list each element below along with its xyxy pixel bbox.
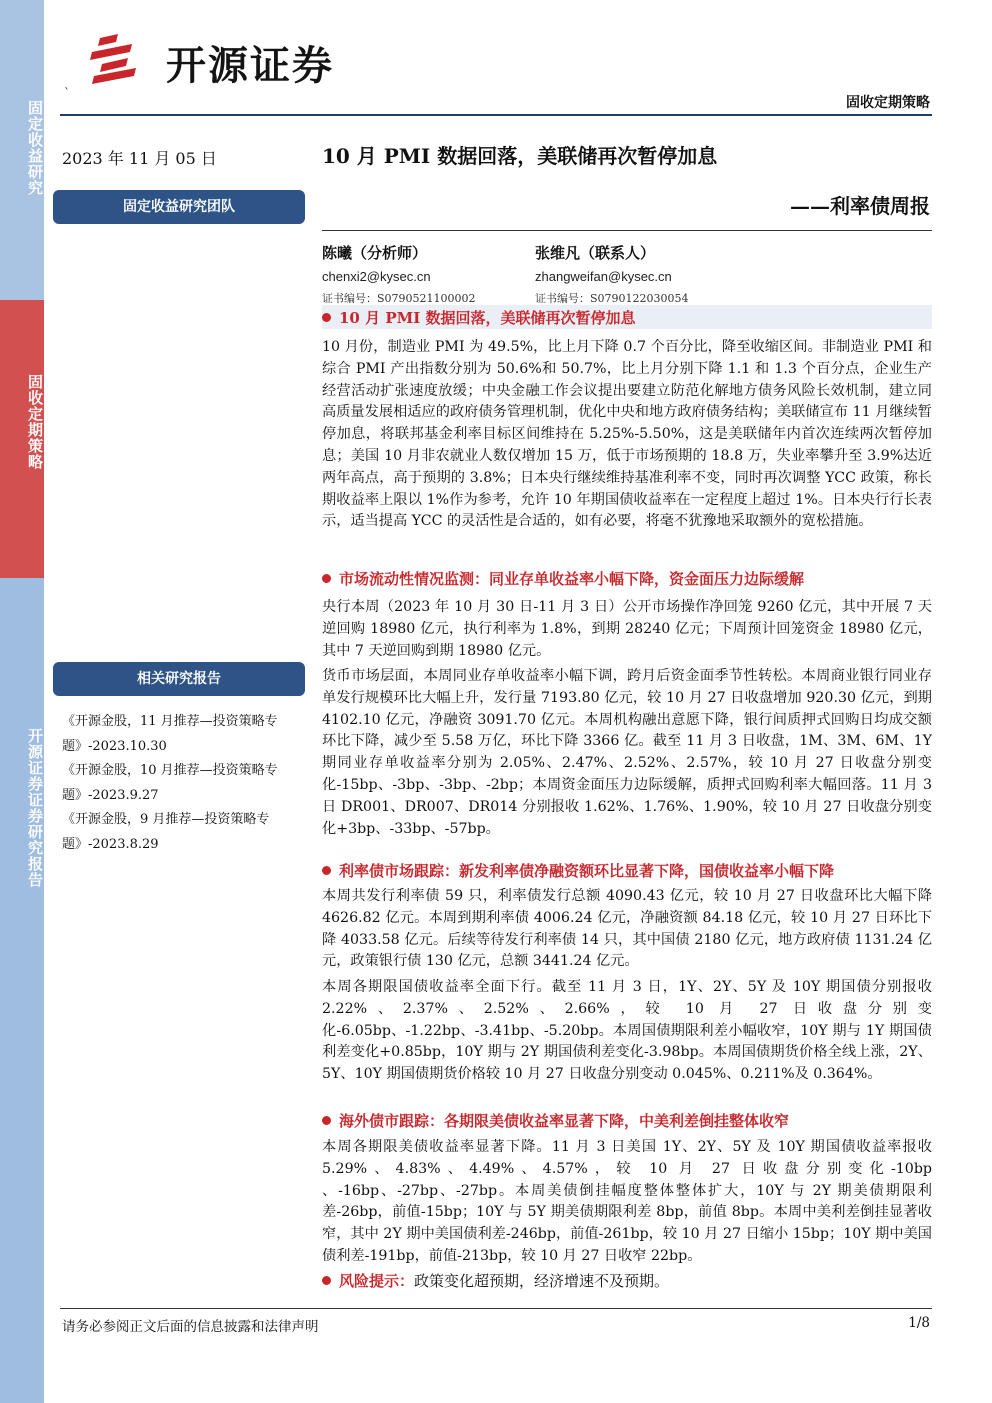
section-paragraph: 10 月份，制造业 PMI 为 49.5%，比上月下降 0.7 个百分比，降至收缩区间。非制造业 PMI 和综合 PMI 产出指数分别为 50.6%和 50.7%，比上月分别下降 1.1 和 1.3 个百分点，企业生产经营活动扩张速度放缓；中央金融工作会议提出要建立防范化解地方债务风险长效机制，建立同高质量发展相适应的政府债务管理机制，优化中央和地方政府债务结构；美联储宣布 11 月继续暂停加息，将联邦基金利率目标区间维持在 5.25%-5.50%，这是美联储年内首次连续两次暂停加息；美国 10 月非农就业人数仅增加 15 万，低于市场预期的 18.8 万，失业率攀升至 3.9%达近两年高点，高于预期的 3.8%；日本央行继续维持基准利率不变，同时再次调整 YCC 政策，称长期收益率上限以 1%作为参考，允许 10 年期国债收益率在一定程度上超过 1%。日本央行行长表示，适当提高 YCC 的灵活性是合适的，如有必要，将毫不犹豫地采取额外的宽松措施。 <box>322 339 932 530</box>
report-subtitle: ——利率债周报 <box>790 194 930 218</box>
related-report-link[interactable]: 《开源金股，9 月推荐—投资策略专题》-2023.8.29 <box>62 812 270 852</box>
section-heading: 海外债市跟踪：各期限美债收益率显著下降，中美利差倒挂整体收窄 <box>322 1110 932 1131</box>
sidebar-band-bottom <box>0 578 44 1403</box>
related-report-link[interactable]: 《开源金股，11 月推荐—投资策略专题》-2023.10.30 <box>62 714 278 754</box>
analyst-name: 陈曦（分析师） <box>322 244 428 262</box>
sidebar-label-bottom: 开源证券证券研究报告 <box>26 728 44 888</box>
section-heading: 市场流动性情况监测：同业存单收益率小幅下降，资金面压力边际缓解 <box>322 568 932 589</box>
report-title: 10 月 PMI 数据回落，美联储再次暂停加息 <box>322 144 718 168</box>
bullet-icon <box>322 1116 331 1125</box>
analyst-email[interactable]: chenxi2@kysec.cn <box>322 269 431 284</box>
header-category: 固收定期策略 <box>846 95 930 111</box>
analyst-cert: 证书编号：S0790521100002 <box>322 292 476 305</box>
header-tick: ` <box>64 86 70 100</box>
analyst-email[interactable]: zhangweifan@kysec.cn <box>535 269 672 284</box>
related-reports-title: 相关研究报告 <box>53 662 305 696</box>
section-heading: 利率债市场跟踪：新发利率债净融资额环比显著下降，国债收益率小幅下降 <box>322 860 932 881</box>
company-logo <box>88 30 378 90</box>
header-divider <box>60 114 932 116</box>
sidebar-label-top: 固定收益研究 <box>26 100 44 196</box>
kysec-logo-icon <box>88 30 158 86</box>
risk-text: 政策变化超预期，经济增速不及预期。 <box>414 1272 670 1290</box>
analyst-card <box>322 242 476 306</box>
risk-label: 风险提示： <box>339 1272 415 1290</box>
analyst-card <box>535 242 689 306</box>
team-label: 固定收益研究团队 <box>53 190 305 224</box>
bullet-icon <box>322 1276 331 1285</box>
report-date: 2023 年 11 月 05 日 <box>62 149 217 168</box>
section-heading: 10 月 PMI 数据回落，美联储再次暂停加息 <box>322 307 932 328</box>
section-paragraph: 本周各期限美债收益率显著下降。11 月 3 日美国 1Y、2Y、5Y 及 10Y 期国债收益率报收 5.29%、4.83%、4.49%、4.57%，较 10 月 27 日收盘分别变化-10bp 、-16bp、-27bp、-27bp。本周美债倒挂幅度整体整体扩大，10Y 与 2Y 期美债期限利差-26bp，前值-15bp；10Y 与 5Y 期美债期限利差 8bp，前值 8bp。本周中美利差倒挂显著收窄，其中 2Y 期中美国债利差-246bp，前值-261bp，较 10 月 27 日缩小 15bp；10Y 期中美国债利差-191bp，前值-213bp，较 10 月 27 日收窄 22bp。 <box>322 1139 932 1264</box>
risk-warning <box>322 1270 669 1291</box>
title-divider <box>322 230 932 231</box>
section-paragraph: 货币市场层面，本周同业存单收益率小幅下调，跨月后资金面季节性转松。本周商业银行同业存单发行规模环比大幅上升，发行量 7193.80 亿元，较 10 月 27 日收盘增加 920.30 亿元，到期 4102.10 亿元，净融资 3091.70 亿元。本周机构融出意愿下降，银行间质押式回购日均成交额环比下降，减少至 5.58 万亿，环比下降 3366 亿。截至 11 月 3 日收盘，1M、3M、6M、1Y 期同业存单收益率分别为 2.05%、2.47%、2.52%、2.57%，较 10 月 27 日收盘分别变化-15bp、-3bp、-3bp、-2bp；本周资金面压力边际缓解，质押式回购利率大幅回落。11 月 3 日 DR001、DR007、DR014 分别报收 1.62%、1.76%、1.90%，较 10 月 27 日收盘分别变化+3bp、-33bp、-57bp。 <box>322 668 932 837</box>
section-paragraph: 央行本周（2023 年 10 月 30 日-11 月 3 日）公开市场操作净回笼 9260 亿元，其中开展 7 天逆回购 18980 亿元，执行利率为 1.8%，到期 28240 亿元；下周预计回笼资金 18980 亿元，其中 7 天逆回购到期 18980 亿元。 <box>322 599 932 659</box>
related-report-link[interactable]: 《开源金股，10 月推荐—投资策略专题》-2023.9.27 <box>62 763 278 803</box>
analyst-name: 张维凡（联系人） <box>535 244 656 262</box>
section-paragraph: 本周各期限国债收益率全面下行。截至 11 月 3 日，1Y、2Y、5Y 及 10Y 期国债分别报收 2.22%、2.37%、2.52%、2.66%，较 10 月 27 日收盘分别变化-6.05bp、-1.22bp、-3.41bp、-5.20bp。本周国债期限利差小幅收窄，10Y 期与 1Y 期国债利差变化+0.85bp，10Y 期与 2Y 期国债利差变化-3.98bp。本周国债期货价格全线上涨，2Y、5Y、10Y 期国债期货价格较 10 月 27 日收盘分别变动 0.045%、0.211%及 0.364%。 <box>322 979 932 1083</box>
sidebar-label-mid: 固收定期策略 <box>26 374 44 470</box>
bullet-icon <box>322 866 331 875</box>
analyst-cert: 证书编号：S0790122030054 <box>535 292 689 305</box>
footer-disclaimer: 请务必参阅正文后面的信息披露和法律声明 <box>62 1319 319 1335</box>
bullet-icon <box>322 313 331 322</box>
bullet-icon <box>322 574 331 583</box>
logo-text: 开源证券 <box>166 43 334 89</box>
page-number: 1/8 <box>908 1315 930 1331</box>
related-reports-list <box>62 710 312 857</box>
footer-divider <box>60 1308 932 1309</box>
section-paragraph: 本周共发行利率债 59 只，利率债发行总额 4090.43 亿元，较 10 月 27 日收盘环比大幅下降 4626.82 亿元。本周到期利率债 4006.24 亿元，净融资额 84.18 亿元，较 10 月 27 日环比下降 4033.58 亿元。后续等待发行利率债 14 只，其中国债 2180 亿元，地方政府债 1131.24 亿元，政策银行债 130 亿元，总额 3441.24 亿元。 <box>322 888 932 970</box>
